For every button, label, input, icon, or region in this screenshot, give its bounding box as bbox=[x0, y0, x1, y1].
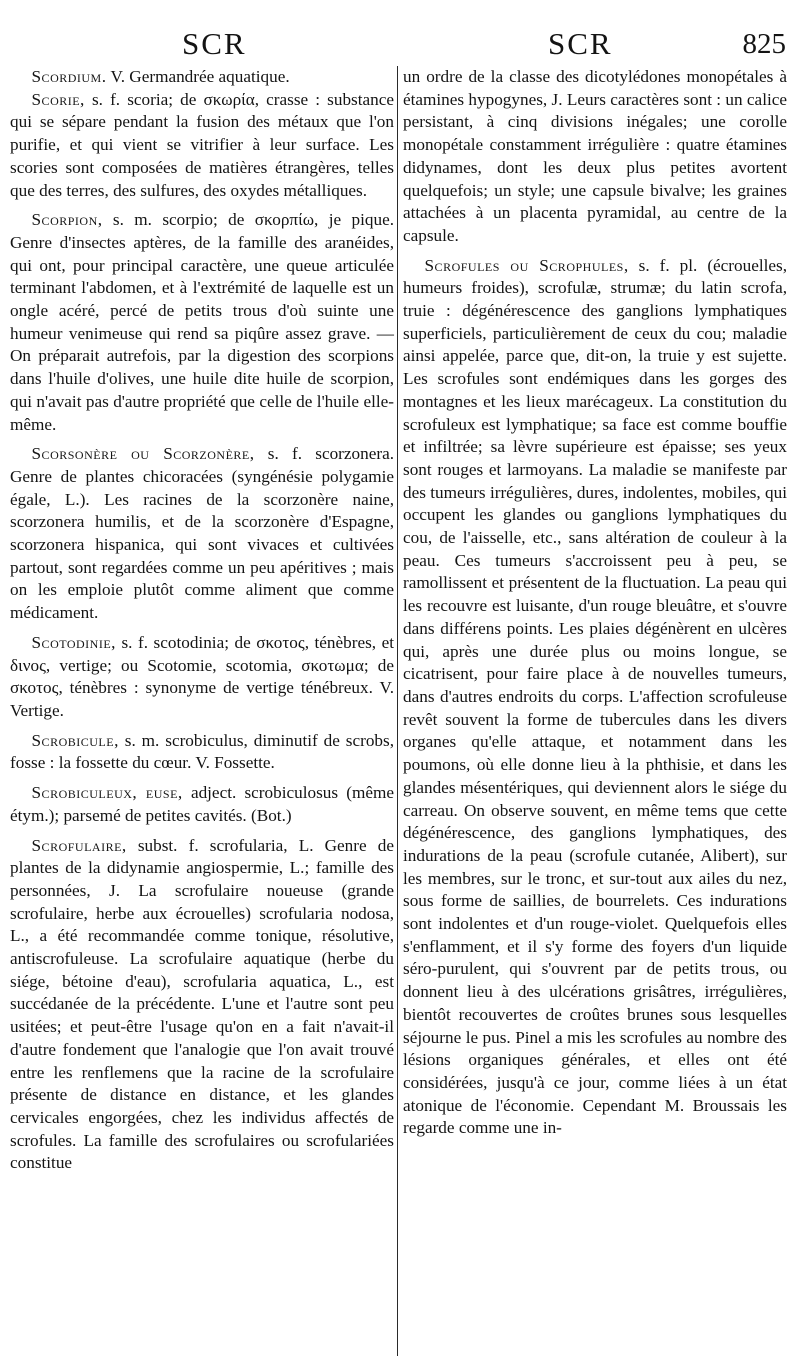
entry-text: s. m. scorpio; de σκορπίω, je pique. Genre d'insectes aptères, de la famille des aranéides, qui ont, pour principal caractère, une queue articulée terminant l'abdomen, et à l'extrémité de laquelle est un ongle acéré, percé de petits trous d'où suinte une humeur venimeuse qui rend sa piqûre assez grave. — On préparait autrefois, par la digestion des scorpions dans l'huile d'olives, une huile dite huile de scorpion, qui n'avait pas d'autre propriété que celle de l'huile elle-même. bbox=[10, 210, 394, 434]
entry-scorie bbox=[10, 89, 394, 203]
entry-text: s. f. scotodinia; de σκοτος, ténèbres, et δινος, vertige; ou Scotomie, scotomia, σκοτωμα; de σκοτος, ténèbres : synonyme de vertige ténébreux. V. Vertige. bbox=[10, 632, 394, 720]
entry-scorpion bbox=[10, 209, 394, 436]
headword: Scorpion, bbox=[31, 210, 103, 230]
entry-text: s. f. pl. (écrouelles, humeurs froides), scrofulæ, strumæ; du latin scrofa, truie : dégénérescence des ganglions lymphatiques superficiels, particulièrement de ceux du cou; maladie ainsi appelée, parce que, dit-on, la truie y est sujette. Les scrofules sont endémiques dans les gorges des montagnes et les lieux marécageux. La constitution du scrofuleux est lymphatique; sa face est comme bouffie et infiltrée; sa lèvre supérieure est épaisse; ses yeux sont rouges et larmoyans. La maladie se manifeste par des tumeurs irrégulières, dures, indolentes, mobiles, qui occupent les glandes ou ganglions lymphatiques du cou, de l'aisselle, etc., sans altération de couleur à la peau. Ces tumeurs s'accroissent peu à peu, se ramollissent et présentent de la fluctuation. La peau qui les recouvre est luisante, d'un rouge bleuâtre, et s'ouvre dans différens points. Les plaies dégénèrent en ulcères qui, après une durée plus ou moins longue, se cicatrisent, pour faire place à de nouvelles tumeurs, dans d'autres endroits du corps. L'affection scrofuleuse revêt souvent la forme de tubercules dans les divers organes qu'elle attaque, et notamment dans les poumons, où elle donne lieu à la phthisie, et dans les glandes mésentériques, qui deviennent alors le siége du carreau. On observe souvent, en même tems que cette dégénérescence, des ganglions lymphatiques, des indurations de la peau (scrofule cutanée, Alibert), sur les membres, sur le tronc, et sur-tout aux ailes du nez, sous forme de saillies, de bourrelets. Ces indurations sont indolentes et d'un rouge-violet. Quelquefois elles s'enflamment, et il s'y forme des foyers d'un liquide séro-purulent, qui s'ouvrent par de petits trous, ou donnent lieu à des ulcérations grisâtres, irrégulières, bientôt recouvertes de croûtes brunes sous lesquelles séjourne le pus. Pinel a mis les scrofules au nombre des lésions organiques générales, et elles ont été considérées, jusqu'à ce jour, comme liées à un état atonique de l'économie. Cependant M. Broussais les regarde comme une in- bbox=[403, 255, 788, 1138]
column-divider bbox=[397, 66, 398, 1356]
right-column bbox=[403, 66, 787, 1140]
entry-text: un ordre de la classe des dicotylédones monopétales à étamines hypogynes, J. Leurs caractères sont : un calice persistant, à cinq divisions inégales; une corolle monopétale constamment irrégulière : quatre étamines didynames, dont les deux plus petites avortent quelquefois; un style; une capsule bivalve; les graines attachées à un placenta pyramidal, au centre de la capsule. bbox=[403, 67, 787, 245]
running-head-left: SCR bbox=[182, 26, 247, 61]
entry-scrobicule bbox=[10, 730, 394, 775]
headword: Scrofulaire, bbox=[31, 835, 127, 855]
entry-scotodinie bbox=[10, 632, 394, 723]
headword: Scrofules ou Scrophules, bbox=[424, 255, 629, 275]
headword: Scordium. bbox=[31, 67, 107, 86]
entry-scrofulaire-continued bbox=[403, 66, 787, 248]
headword: Scotodinie, bbox=[31, 632, 116, 652]
headword: Scrobicule, bbox=[31, 730, 119, 750]
entry-text: subst. f. scrofularia, L. Genre de plantes de la didynamie angiospermie, L.; famille des personnées, J. La scrofulaire noueuse (grande scrofulaire, herbe aux écrouelles) scrofularia nodosa, L., a été recommandée comme tonique, résolutive, antiscrofuleuse. La scrofulaire aquatique (herbe du siége, bétoine d'eau), scrofularia aquatica, L., est succédanée de la précédente. L'une et l'autre sont peu usitées; et peut-être l'usage qu'on en a fait n'avait-il d'autre fondement que l'analogie que l'on avait trouvé entre les renflemens que la racine de la scrofulaire présente de distance en distance, et les glandes cervicales engorgées, chez les individus affectés de scrofules. La famille des scrofulaires ou scrofulariées constitue bbox=[10, 835, 394, 1173]
headword: Scorie, bbox=[31, 89, 85, 109]
page-number: 825 bbox=[742, 28, 786, 60]
entry-scorsonere bbox=[10, 443, 394, 625]
entry-scrofulaire bbox=[10, 835, 394, 1176]
page-header bbox=[0, 26, 800, 66]
entry-text: s. f. scoria; de σκωρία, crasse : substance qui se sépare pendant la fusion des métaux que l'on purifie, et qui vient se vitrifier à leur surface. Les scories sont composées de matières étrangères, telles que des terres, des sulfures, des oxydes métalliques. bbox=[10, 89, 394, 200]
running-head-right: SCR bbox=[548, 26, 613, 61]
entry-text: V. Germandrée aquatique. bbox=[106, 67, 290, 86]
entry-text: s. f. scorzonera. Genre de plantes chicoracées (syngénésie polygamie égale, L.). Les racines de la scorzonère naine, scorzonera humilis, et de la scorzonère d'Espagne, scorzonera hispanica, qui sont vivaces et cultivées partout, sont regardées comme un peu apéritives ; mais on les emploie plutôt comme aliment que comme médicament. bbox=[10, 444, 394, 623]
entry-scordium bbox=[10, 66, 394, 89]
headword: Scorsonère ou Scorzonère, bbox=[31, 444, 255, 464]
entry-scrofules bbox=[403, 255, 787, 1140]
entry-text: s. m. scrobiculus, diminutif de scrobs, fosse : la fossette du cœur. V. Fossette. bbox=[10, 730, 394, 773]
entry-text: adject. scrobiculosus (même étym.); parsemé de petites cavités. (Bot.) bbox=[10, 783, 394, 825]
entry-scrobiculeux bbox=[10, 782, 394, 827]
headword: Scrobiculeux, euse, bbox=[31, 783, 183, 803]
left-column bbox=[10, 66, 394, 1175]
